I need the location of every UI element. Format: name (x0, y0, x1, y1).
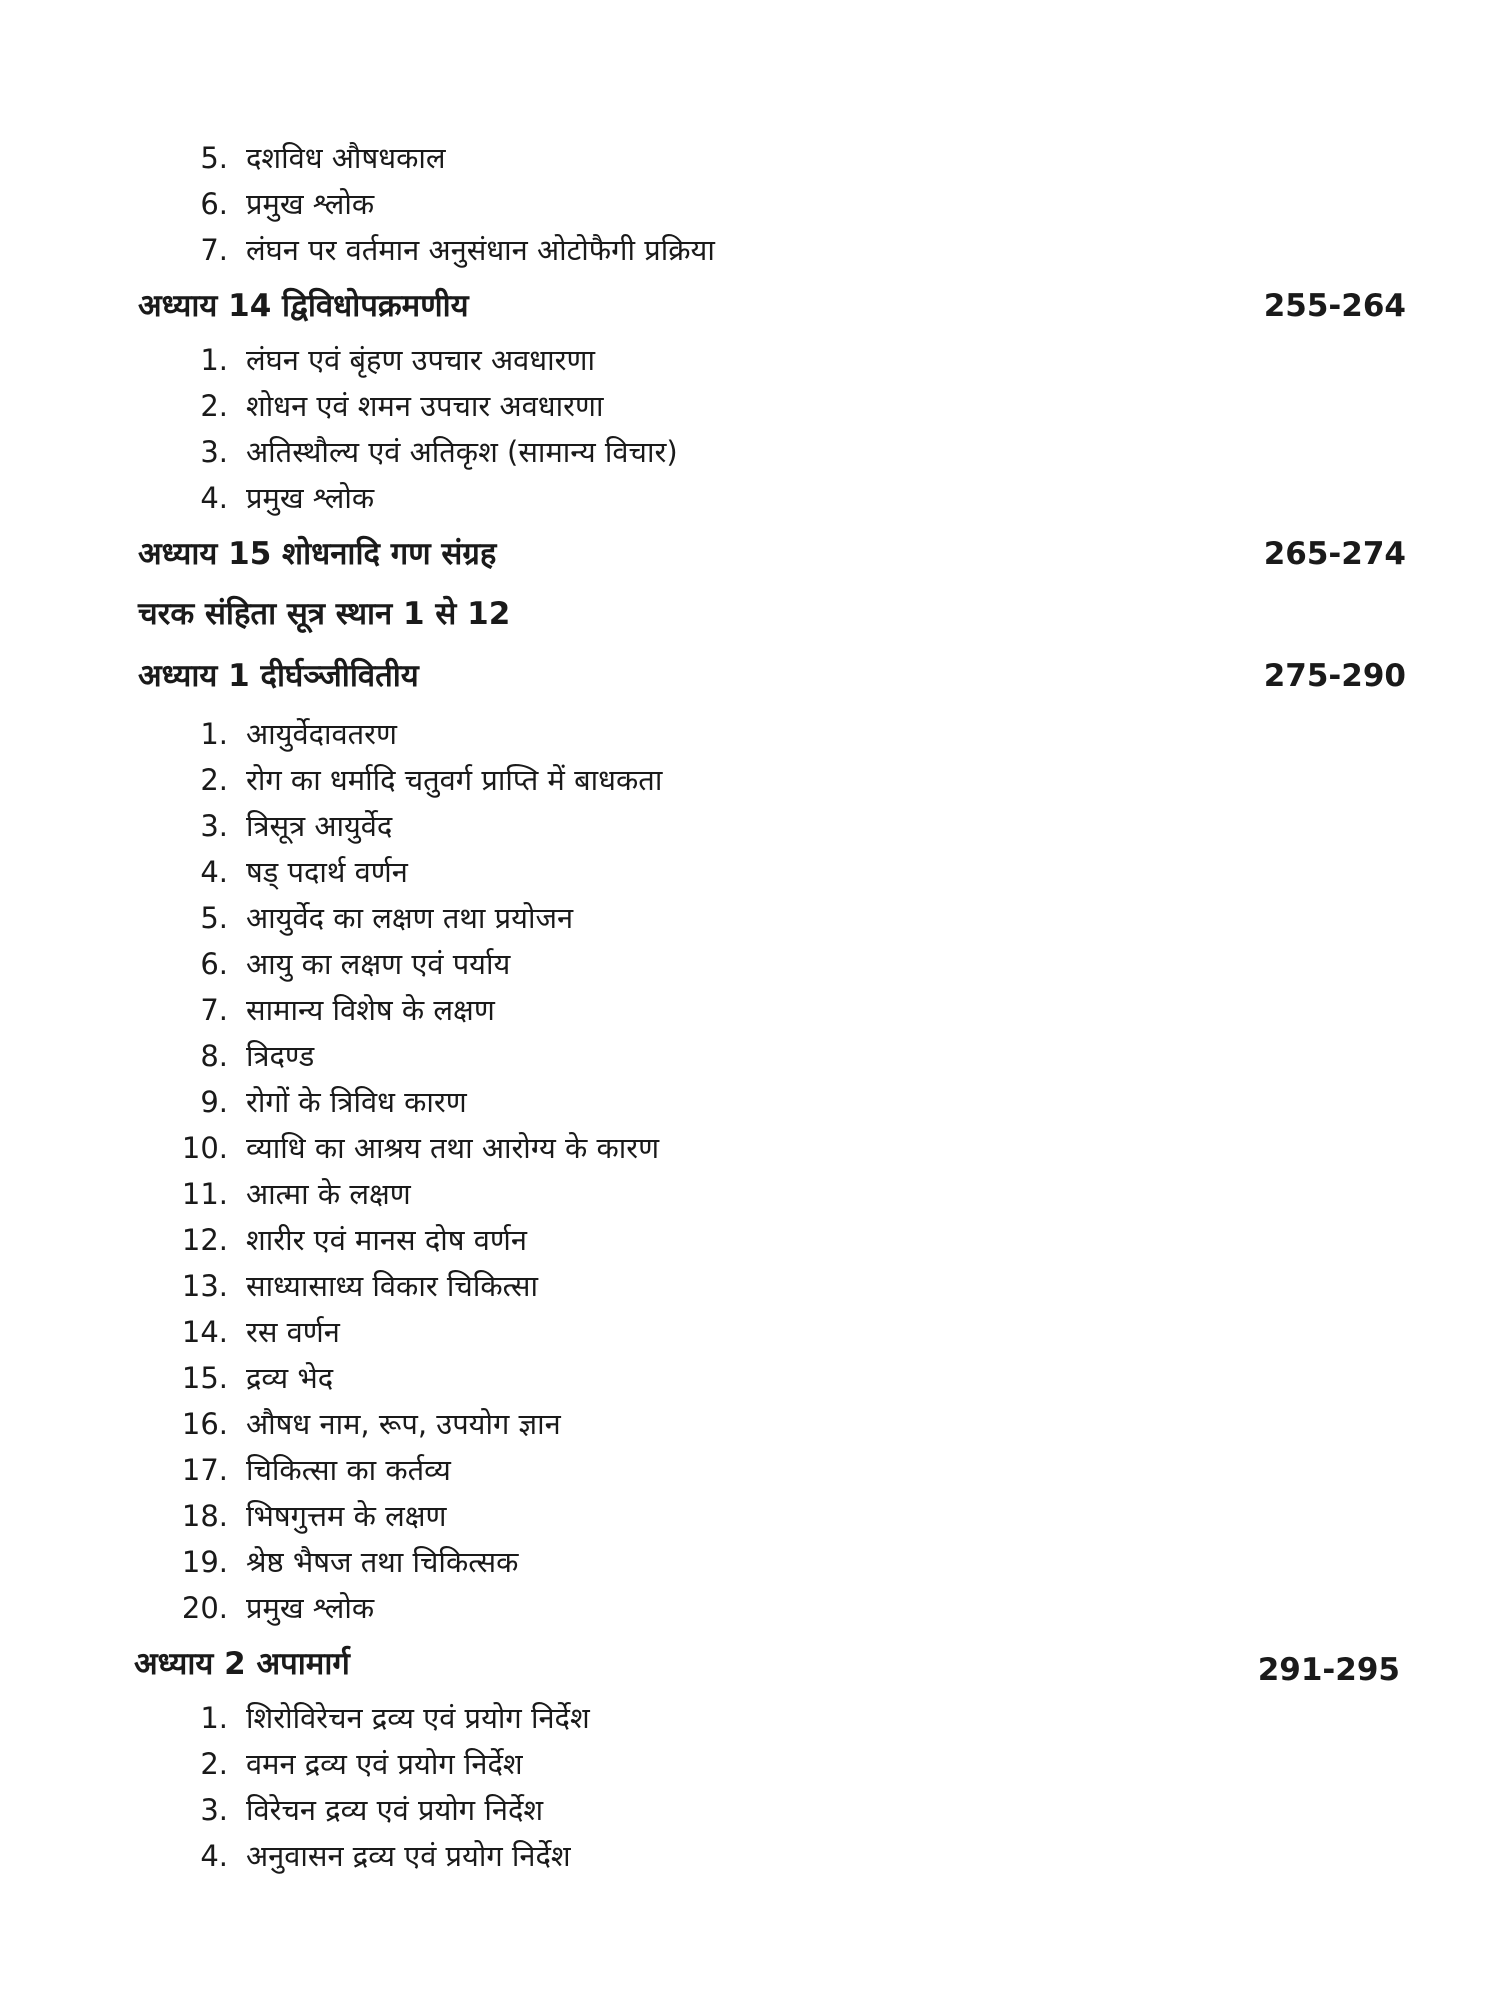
toc-item-title: भिषगुत्तम के लक्षण (246, 1499, 447, 1533)
toc-item-number: 16. (181, 1407, 228, 1441)
toc-item-title: द्रव्य भेद (246, 1361, 334, 1395)
toc-item (0, 900, 1500, 936)
toc-item (0, 1746, 1500, 1782)
chapter-heading: अध्याय 15 शोधनादि गण संग्रह (138, 536, 497, 572)
toc-item-number: 7. (200, 233, 228, 267)
toc-item-number: 2. (200, 1747, 228, 1781)
toc-item-number: 6. (200, 187, 228, 221)
toc-item (0, 1038, 1500, 1074)
toc-item-number: 3. (200, 1793, 228, 1827)
chapter-heading: अध्याय 1 दीर्घञ्जीवितीय (138, 658, 419, 694)
toc-item-number: 5. (200, 901, 228, 935)
toc-item-title: आयु का लक्षण एवं पर्याय (246, 947, 511, 981)
toc-item-number: 12. (181, 1223, 228, 1257)
toc-item-number: 2. (200, 763, 228, 797)
toc-item-number: 13. (181, 1269, 228, 1303)
toc-item-number: 9. (200, 1085, 228, 1119)
toc-item-number: 4. (200, 855, 228, 889)
toc-item (0, 342, 1500, 378)
toc-item (0, 992, 1500, 1028)
toc-item-number: 20. (181, 1591, 228, 1625)
toc-item (0, 1838, 1500, 1874)
toc-item-title: लंघन एवं बृंहण उपचार अवधारणा (246, 343, 595, 377)
toc-item (0, 1222, 1500, 1258)
toc-item-title: व्याधि का आश्रय तथा आरोग्य के कारण (246, 1131, 660, 1165)
toc-item (0, 946, 1500, 982)
toc-item-number: 3. (200, 435, 228, 469)
toc-item (0, 1314, 1500, 1350)
toc-item (0, 1268, 1500, 1304)
toc-item-title: त्रिदण्ड (246, 1039, 315, 1073)
toc-item-title: रस वर्णन (246, 1315, 340, 1349)
toc-item (0, 434, 1500, 470)
toc-item-number: 1. (200, 1701, 228, 1735)
toc-item-title: आयुर्वेद का लक्षण तथा प्रयोजन (246, 901, 574, 935)
toc-item-title: प्रमुख श्लोक (246, 187, 375, 221)
toc-item-title: चिकित्सा का कर्तव्य (246, 1453, 451, 1487)
toc-item-number: 6. (200, 947, 228, 981)
chapter-page-range: 291-295 (1257, 1652, 1400, 1688)
toc-item-number: 8. (200, 1039, 228, 1073)
toc-item-number: 4. (200, 481, 228, 515)
toc-item-number: 7. (200, 993, 228, 1027)
toc-item-number: 15. (181, 1361, 228, 1395)
chapter-page-range: 275-290 (1263, 658, 1406, 694)
toc-item-title: दशविध औषधकाल (246, 141, 446, 175)
toc-item-title: अतिस्थौल्य एवं अतिकृश (सामान्य विचार) (246, 435, 678, 469)
toc-item-title: शारीर एवं मानस दोष वर्णन (246, 1223, 527, 1257)
toc-item-number: 18. (181, 1499, 228, 1533)
toc-item-title: शोधन एवं शमन उपचार अवधारणा (246, 389, 604, 423)
toc-item-number: 3. (200, 809, 228, 843)
toc-item (0, 854, 1500, 890)
toc-item-number: 5. (200, 141, 228, 175)
toc-item (0, 808, 1500, 844)
toc-item-title: औषध नाम, रूप, उपयोग ज्ञान (246, 1407, 561, 1441)
chapter-heading: चरक संहिता सूत्र स्थान 1 से 12 (138, 596, 511, 632)
toc-item (0, 480, 1500, 516)
toc-item (0, 1406, 1500, 1442)
chapter-heading: अध्याय 2 अपामार्ग (134, 1646, 350, 1682)
toc-item (0, 1498, 1500, 1534)
toc-item (0, 140, 1500, 176)
toc-item (0, 1084, 1500, 1120)
toc-item-title: सामान्य विशेष के लक्षण (246, 993, 495, 1027)
toc-item (0, 232, 1500, 268)
chapter-page-range: 265-274 (1263, 536, 1406, 572)
toc-item-title: प्रमुख श्लोक (246, 1591, 375, 1625)
toc-item-title: श्रेष्ठ भैषज तथा चिकित्सक (246, 1545, 519, 1579)
toc-item (0, 1544, 1500, 1580)
toc-item-title: रोग का धर्मादि चतुवर्ग प्राप्ति में बाधकता (246, 763, 663, 797)
toc-item-title: रोगों के त्रिविध कारण (246, 1085, 467, 1119)
toc-item-number: 11. (181, 1177, 228, 1211)
toc-item-title: अनुवासन द्रव्य एवं प्रयोग निर्देश (246, 1839, 571, 1873)
toc-item-title: आयुर्वेदावतरण (246, 717, 397, 751)
toc-item (0, 1130, 1500, 1166)
toc-item (0, 1360, 1500, 1396)
toc-item-number: 19. (181, 1545, 228, 1579)
toc-item (0, 762, 1500, 798)
toc-item-title: विरेचन द्रव्य एवं प्रयोग निर्देश (246, 1793, 544, 1827)
toc-item-number: 4. (200, 1839, 228, 1873)
toc-item-title: आत्मा के लक्षण (246, 1177, 411, 1211)
toc-item (0, 1176, 1500, 1212)
toc-item (0, 186, 1500, 222)
toc-item-title: त्रिसूत्र आयुर्वेद (246, 809, 393, 843)
chapter-page-range: 255-264 (1263, 288, 1406, 324)
toc-item-title: प्रमुख श्लोक (246, 481, 375, 515)
toc-item-number: 1. (200, 717, 228, 751)
toc-item-title: साध्यासाध्य विकार चिकित्सा (246, 1269, 539, 1303)
toc-item-title: लंघन पर वर्तमान अनुसंधान ओटोफैगी प्रक्रिया (246, 233, 715, 267)
toc-item (0, 1700, 1500, 1736)
toc-item-number: 17. (181, 1453, 228, 1487)
toc-item (0, 1792, 1500, 1828)
toc-item-number: 14. (181, 1315, 228, 1349)
toc-item-number: 1. (200, 343, 228, 377)
toc-item (0, 716, 1500, 752)
toc-item (0, 1590, 1500, 1626)
toc-item-number: 10. (181, 1131, 228, 1165)
toc-item (0, 388, 1500, 424)
toc-item-number: 2. (200, 389, 228, 423)
toc-item (0, 1452, 1500, 1488)
toc-item-title: षड् पदार्थ वर्णन (246, 855, 408, 889)
chapter-heading: अध्याय 14 द्विविधोपक्रमणीय (138, 288, 469, 324)
toc-item-title: शिरोविरेचन द्रव्य एवं प्रयोग निर्देश (246, 1701, 590, 1735)
toc-item-title: वमन द्रव्य एवं प्रयोग निर्देश (246, 1747, 523, 1781)
